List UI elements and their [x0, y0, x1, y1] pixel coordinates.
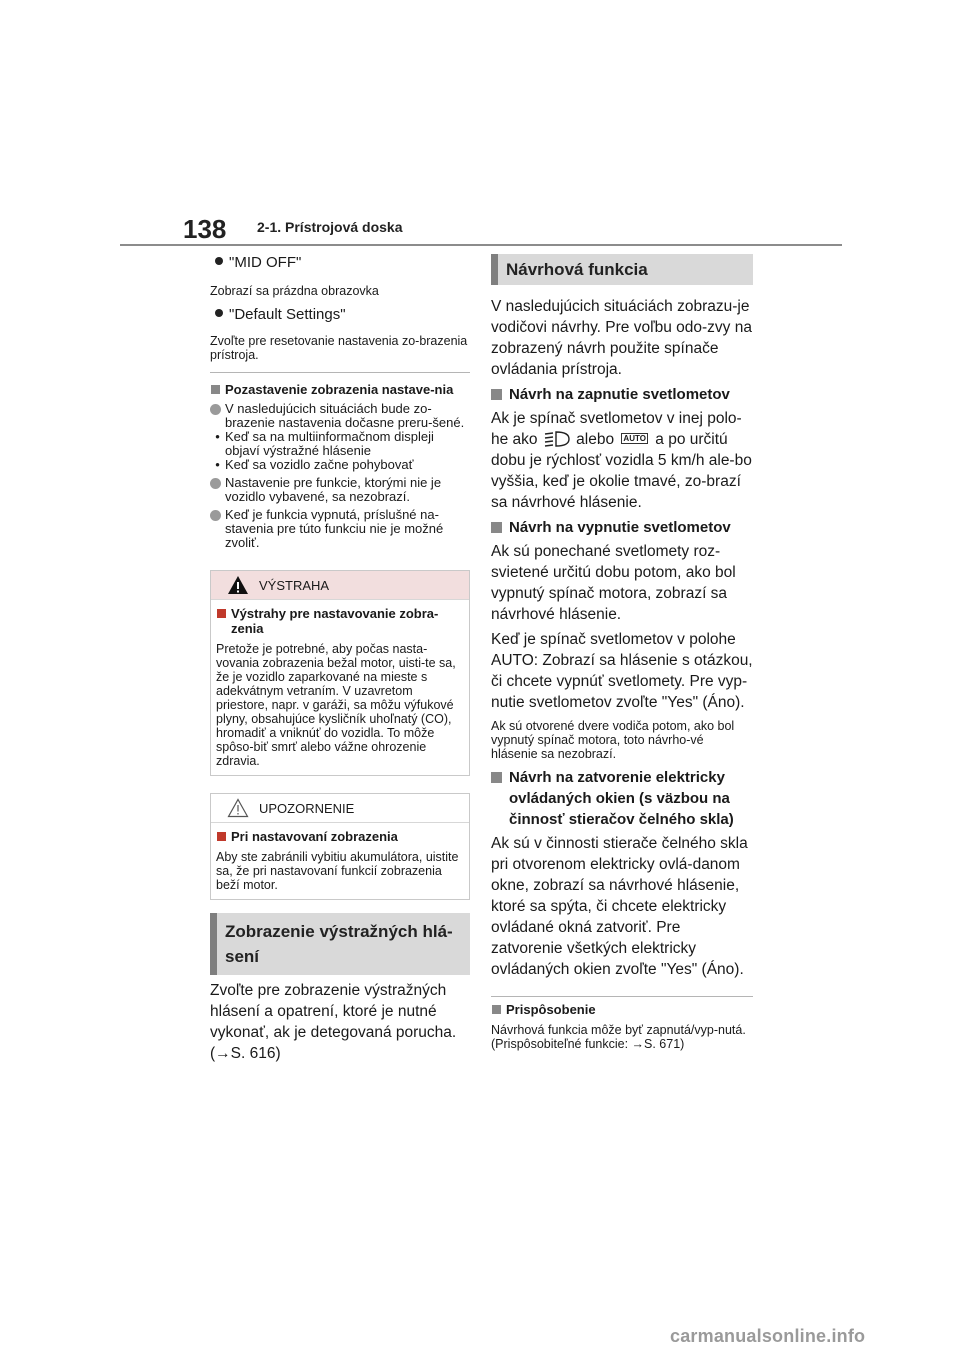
- bullet-dot-icon: [215, 257, 223, 265]
- left-column: [210, 254, 470, 1064]
- warning-box-header: [211, 571, 469, 600]
- low-beam-icon: [544, 430, 570, 448]
- square-bullet-icon: [211, 385, 220, 394]
- square-bullet-icon: [492, 1005, 501, 1014]
- section-breadcrumb: 2-1. Prístrojová doska: [257, 219, 403, 235]
- headlights-off-text: Ak sú ponechané svetlomety roz-svietené určitú dobu potom, ako bol vypnutý spínač motora, zobrazí sa návrhové hlásenie.: [491, 543, 736, 623]
- warning-subheading: [216, 606, 464, 636]
- warning-text: Pretože je potrebné, aby počas nasta-vovania zobrazenia bežal motor, uisti-te sa, že je vozidlo zaparkované na mieste s adekvátnym vetraním. V uzavretom priestore, napr. v garáži, sa môžu výfukové plyny, obsahujúce kysličník uhoľnatý (CO), hromadiť a vniknúť do vozidla. To môže spôso-biť smrť alebo vážne ohrozenie zdravia.: [216, 642, 456, 768]
- pause-sub-2: • Keď sa vozidlo začne pohybovať: [215, 457, 414, 472]
- headlights-on-text: [491, 408, 753, 513]
- custom-heading-text: Prispôsobenie: [506, 1002, 596, 1017]
- pause-item-1: [210, 402, 470, 430]
- pause-heading: [210, 382, 470, 397]
- custom-text: Návrhová funkcia môže byť zapnutá/vyp-nutá. (Prispôsobiteľné funkcie: →S. 671): [491, 1023, 746, 1051]
- circle-bullet-icon: [210, 510, 221, 521]
- pause-sub-1-text: Keď sa na multiinformačnom displeji objaví výstražné hlásenie: [225, 429, 434, 458]
- headlights-on-text-a: Ak je spínač svetlometov v inej polo-he ako: [491, 410, 742, 448]
- watermark: carmanualsonline.info: [670, 1326, 866, 1346]
- auto-icon: AUTO: [623, 434, 646, 443]
- square-bullet-icon: [491, 389, 502, 400]
- suggestion-intro: V nasledujúcich situáciách zobrazu-je vodičovi návrhy. Pre voľbu odo-zvy na zobrazený návrh použite spínače ovládania prístroja.: [491, 298, 752, 378]
- notice-title: UPOZORNENIE: [259, 800, 355, 816]
- notice-box-header: [211, 794, 469, 823]
- headlights-auto-text: Keď je spínač svetlometov v polohe AUTO: Zobrazí sa hlásenie s otázkou, či chcete vypnúť svetlomety. Pre vyp-nutie svetlometov zvoľte "Yes" (Áno).: [491, 631, 753, 711]
- square-bullet-icon: [491, 772, 502, 783]
- circle-bullet-icon: [210, 478, 221, 489]
- warnings-page-ref[interactable]: (→S. 616): [210, 1045, 281, 1062]
- bullet-mid-off-desc: Zobrazí sa prázdna obrazovka: [210, 284, 379, 298]
- divider: [210, 372, 470, 373]
- bullet-mid-off-label: "MID OFF": [229, 254, 302, 271]
- heading-headlights-off-text: Návrh na vypnutie svetlometov: [509, 519, 731, 536]
- pause-sub-1: • Keď sa na multiinformačnom displeji objaví výstražné hlásenie: [210, 430, 470, 458]
- heading-headlights-off: [491, 517, 753, 538]
- notice-subheading-text: Pri nastavovaní zobrazenia: [231, 829, 398, 844]
- warning-subheading-text: Výstrahy pre nastavovanie zobra-zenia: [231, 606, 439, 636]
- pause-item-3-text: Keď je funkcia vypnutá, príslušné na-stavenia pre túto funkciu nie je možné zvoliť.: [225, 507, 444, 550]
- warning-title: VÝSTRAHA: [259, 577, 330, 593]
- header-rule: [120, 244, 842, 246]
- windows-text: Ak sú v činnosti stierače čelného skla pri otvorenom elektricky ovlá-danom okne, zobrazí sa návrhové hlásenie, ktoré sa spýta, či chcete elektricky ovládané okná zatvoriť. Pre zatvorenie všetkých elektricky ovládaných okien zvoľte "Yes" (Áno).: [491, 835, 748, 978]
- square-bullet-icon: [217, 609, 226, 618]
- warnings-text: Zvoľte pre zobrazenie výstražných hlásení a opatrení, ktoré je nutné vykonať, ak je detegovaná porucha.: [210, 982, 457, 1041]
- bullet-mid-off: [210, 254, 470, 271]
- divider: [491, 996, 753, 997]
- heading-headlights-on: [491, 384, 753, 405]
- pause-heading-text: Pozastavenie zobrazenia nastave-nia: [225, 382, 454, 397]
- notice-subheading: [216, 829, 464, 844]
- square-bullet-icon: [491, 522, 502, 533]
- bullet-default-settings: [210, 306, 470, 323]
- heading-windows: [491, 767, 753, 830]
- pause-item-2-text: Nastavenie pre funkcie, ktorými nie je vozidlo vybavené, sa nezobrazí.: [225, 475, 442, 504]
- section-heading-suggestion: Návrhová funkcia: [491, 254, 753, 285]
- bullet-dot-icon: [215, 309, 223, 317]
- page-number: 138: [183, 214, 227, 244]
- heading-headlights-on-text: Návrh na zapnutie svetlometov: [509, 386, 730, 403]
- circle-bullet-icon: [210, 404, 221, 415]
- heading-windows-text: Návrh na zatvorenie elektricky ovládaných okien (s väzbou na činnosť stieračov čelného skla): [509, 769, 734, 828]
- caution-triangle-icon: [227, 798, 249, 818]
- square-bullet-icon: [217, 832, 226, 841]
- bullet-default-settings-desc: Zvoľte pre resetovanie nastavenia zo-brazenia prístroja.: [210, 334, 468, 362]
- pause-item-2: [210, 476, 470, 504]
- headlights-auto-note: Ak sú otvorené dvere vodiča potom, ako bol vypnutý spínač motora, toto návrho-vé hlásenie sa nezobrazí.: [491, 719, 735, 761]
- notice-box: [210, 793, 470, 900]
- headlights-on-text-b: alebo: [576, 431, 615, 448]
- pause-item-3: [210, 508, 470, 550]
- pause-sub-2-text: Keď sa vozidlo začne pohybovať: [225, 457, 414, 472]
- notice-text: Aby ste zabránili vybitiu akumulátora, uistite sa, že pri nastavovaní funkcií zobrazenia beží motor.: [216, 850, 459, 892]
- pause-item-1-text: V nasledujúcich situáciách bude zo-brazenie nastavenia dočasne preru-šené.: [225, 401, 465, 430]
- warning-triangle-icon: [227, 575, 249, 595]
- custom-heading: [491, 1002, 753, 1017]
- bullet-default-settings-label: "Default Settings": [229, 306, 346, 323]
- section-heading-warnings: Zobrazenie výstražných hlá-sení: [210, 913, 470, 975]
- right-column: [491, 254, 753, 1051]
- headlights-on-text-c: a po určitú dobu je rýchlosť vozidla 5 km/h ale-bo vyššia, keď je okolie tmavé, zo-brazí sa návrhové hlásenie.: [491, 431, 752, 511]
- warning-box: [210, 570, 470, 776]
